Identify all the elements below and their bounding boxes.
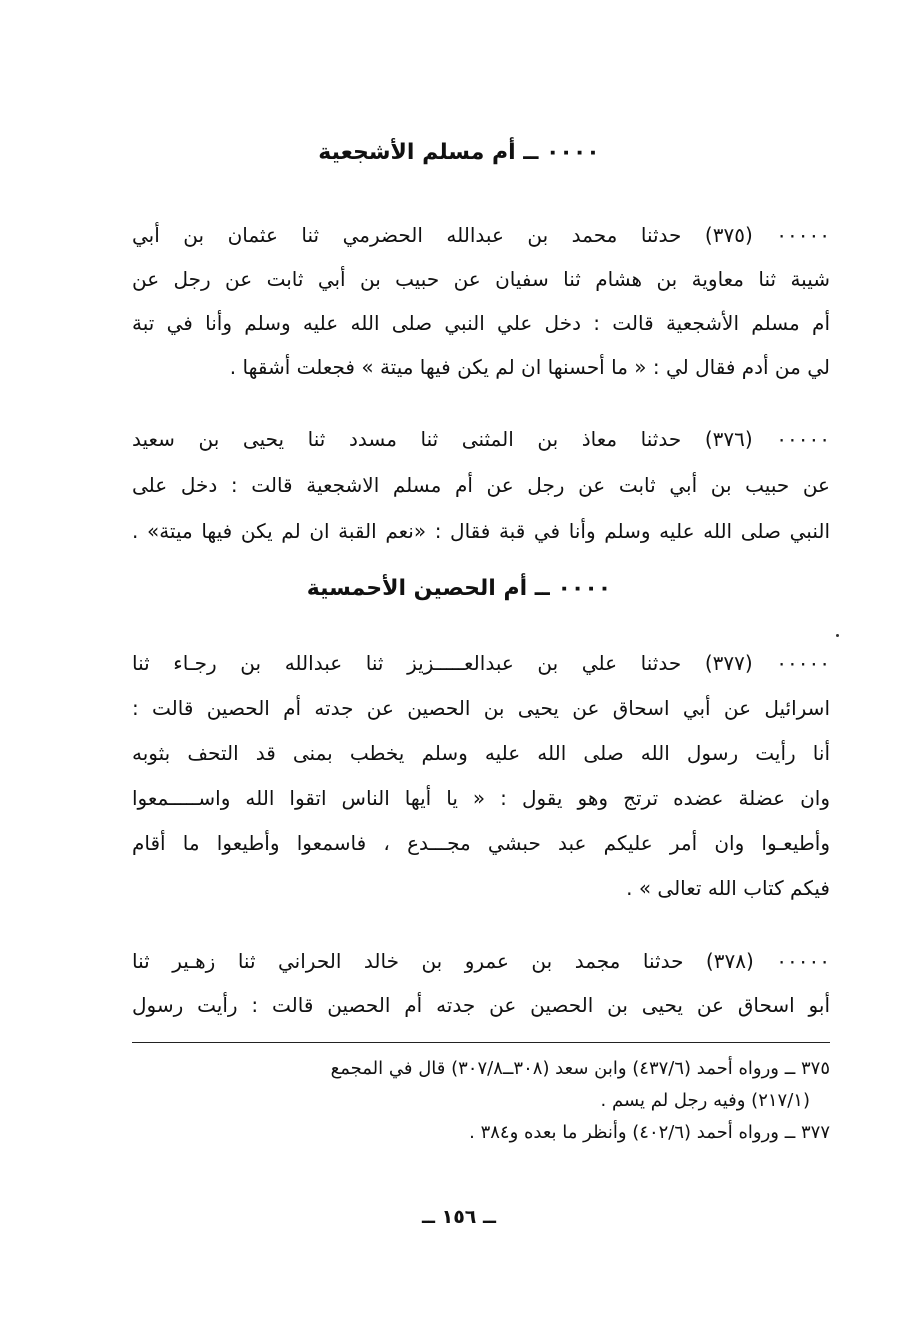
hadith-377-line-5: وأطيعـوا وان أمر عليكم عبد حبشي مجـــدع ، فاسمعوا وأطيعوا ما أقام <box>132 831 830 855</box>
hadith-378-line-2: أبو اسحاق عن يحيى بن الحصين عن جدته أم الحصين قالت : رأيت رسول <box>132 993 830 1017</box>
hadith-376-line-3: النبي صلى الله عليه وسلم وأنا في قبة فقال : «نعم القبة ان لم يكن فيها ميتة» . <box>132 519 830 543</box>
hadith-377-line-1: ٠٠٠٠٠ (٣٧٧) حدثنا علي بن عبدالعـــــزيز ثنا عبدالله بن رجـاء ثنا <box>132 651 830 675</box>
hadith-375-line-4: لي من أدم فقال لي : « ما أحسنها ان لم يكن فيها ميتة » فجعلت أشقها . <box>229 355 830 379</box>
footnote-375-line-1: ٣٧٥ ــ ورواه أحمد (٤٣٧/٦) وابن سعد (٣٠٨ــ٣٠٧/٨) قال في المجمع <box>330 1058 830 1079</box>
hadith-377-line-2: اسرائيل عن أبي اسحاق عن يحيى بن الحصين عن جدته أم الحصين قالت : <box>132 696 830 720</box>
print-speck <box>836 634 839 637</box>
page-number: ــ ١٥٦ ــ <box>421 1206 496 1228</box>
hadith-375-line-1: ٠٠٠٠٠ (٣٧٥) حدثنا محمد بن عبدالله الحضرمي ثنا عثمان بن أبي <box>132 223 830 247</box>
hadith-377-line-4: وان عضلة عضده ترتج وهو يقول : « يا أيها الناس اتقوا الله واســـــمعوا <box>132 786 830 810</box>
footnote-separator <box>132 1042 830 1043</box>
hadith-377-line-3: أنا رأيت رسول الله صلى الله عليه وسلم يخطب بمنى قد التحف بثوبه <box>132 741 830 765</box>
hadith-376-line-2: عن حبيب بن أبي ثابت عن رجل عن أم مسلم الاشجعية قالت : دخل على <box>132 473 830 497</box>
hadith-375-line-3: أم مسلم الأشجعية قالت : دخل علي النبي صلى الله عليه وسلم وأنا في تبة <box>132 311 830 335</box>
hadith-376-line-1: ٠٠٠٠٠ (٣٧٦) حدثنا معاذ بن المثنى ثنا مسدد ثنا يحيى بن سعيد <box>132 427 830 451</box>
section-heading-umm-al-husayn: ٠٠٠٠ ــ أم الحصين الأحمسية <box>306 576 612 601</box>
hadith-377-line-6: فيكم كتاب الله تعالى » . <box>626 876 830 900</box>
footnote-377-line-1: ٣٧٧ ــ ورواه أحمد (٤٠٢/٦) وأنظر ما بعده و٣٨٤ . <box>469 1122 830 1143</box>
section-heading-umm-muslim: ٠٠٠٠ ــ أم مسلم الأشجعية <box>318 140 600 165</box>
footnote-375-line-2: (٢١٧/١) وفيه رجل لم يسم . <box>600 1090 810 1111</box>
hadith-375-line-2: شيبة ثنا معاوية بن هشام ثنا سفيان عن حبيب بن أبي ثابت عن رجل عن <box>132 267 830 291</box>
hadith-378-line-1: ٠٠٠٠٠ (٣٧٨) حدثنا مجمد بن عمرو بن خالد الحراني ثنا زهـير ثنا <box>132 949 830 973</box>
